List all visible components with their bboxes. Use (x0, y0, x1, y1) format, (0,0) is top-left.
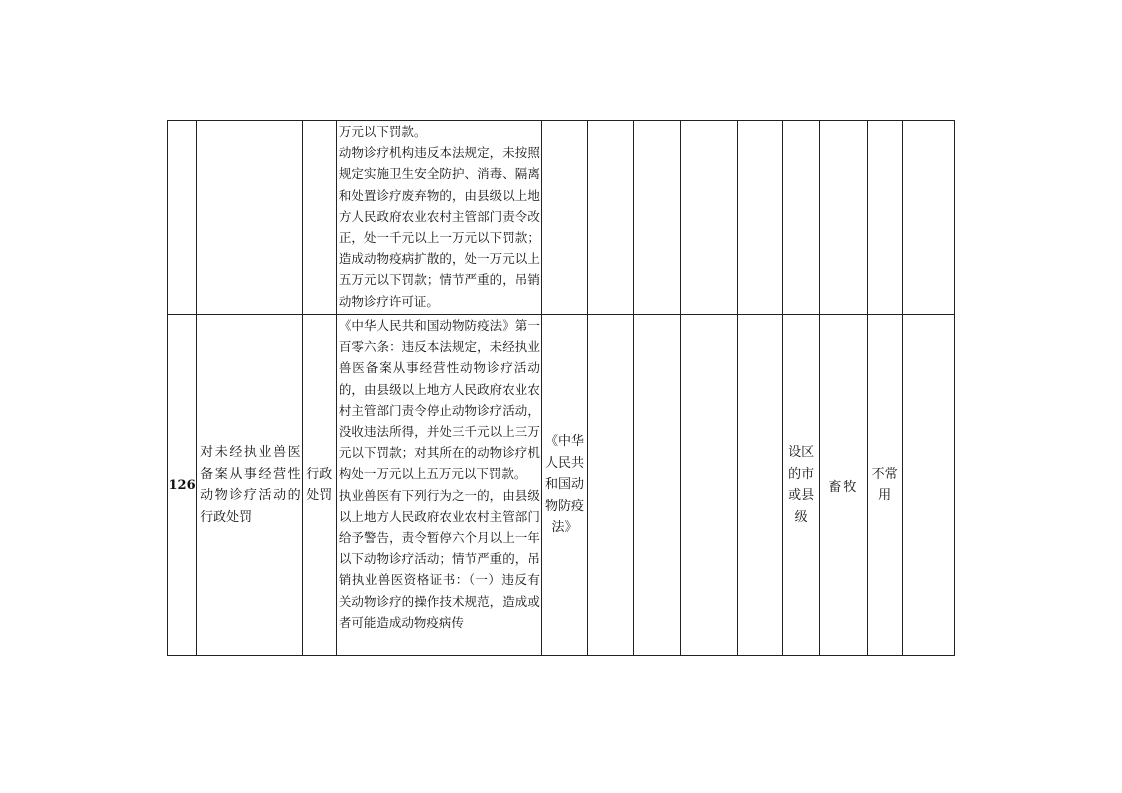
basis-paragraph: 执业兽医有下列行为之一的，由县级以上地方人民政府农业农村主管部门给予警告，责令暂停六个月以上一年以下动物诊疗活动；情节严重的，吊销执业兽医资格证书：（一）违反有关动物诊疗的操作技术规范，造成或者可能造成动物疫病传 (338, 487, 540, 630)
exercise-level (783, 121, 820, 315)
empty-cell (588, 121, 634, 315)
item-type: 行政处罚 (302, 315, 336, 656)
remarks-cell (902, 121, 954, 315)
empty-cell (680, 121, 737, 315)
item-name: 对未经执业兽医备案从事经营性动物诊疗活动的行政处罚 (197, 315, 303, 656)
item-number: 126 (168, 315, 197, 656)
empty-cell (588, 315, 634, 656)
item-name (197, 121, 303, 315)
item-type (302, 121, 336, 315)
empty-cell (634, 315, 680, 656)
usage-frequency (867, 121, 902, 315)
document-table (167, 120, 955, 656)
table-row (168, 315, 955, 656)
exercise-level: 设区的市或县级 (783, 315, 820, 656)
legal-basis (336, 121, 541, 315)
basis-paragraph: 动物诊疗机构违反本法规定，未按照规定实施卫生安全防护、消毒、隔离和处置诊疗废弃物的，由县级以上地方人民政府农业农村主管部门责令改正，处一千元以上一万元以下罚款；造成动物疫病扩散的，处一万元以上五万元以下罚款；情节严重的，吊销动物诊疗许可证。 (338, 145, 540, 309)
table-row (168, 121, 955, 315)
empty-cell (634, 121, 680, 315)
legal-basis (336, 315, 541, 656)
department: 畜牧 (820, 315, 867, 656)
empty-cell (737, 315, 782, 656)
law-name (541, 121, 587, 315)
empty-cell (680, 315, 737, 656)
item-number (168, 121, 197, 315)
law-name: 《中华人民共和国动物防疫法》 (541, 315, 587, 656)
remarks-cell (902, 315, 954, 656)
usage-frequency: 不常用 (867, 315, 902, 656)
department (820, 121, 867, 315)
basis-paragraph: 《中华人民共和国动物防疫法》第一百零六条：违反本法规定，未经执业兽医备案从事经营性动物诊疗活动的，由县级以上地方人民政府农业农村主管部门责令停止动物诊疗活动，没收违法所得，并处三千元以上三万元以下罚款；对其所在的动物诊疗机构处一万元以上五万元以下罚款。 (338, 318, 540, 482)
empty-cell (737, 121, 782, 315)
basis-paragraph: 万元以下罚款。 (338, 124, 427, 139)
